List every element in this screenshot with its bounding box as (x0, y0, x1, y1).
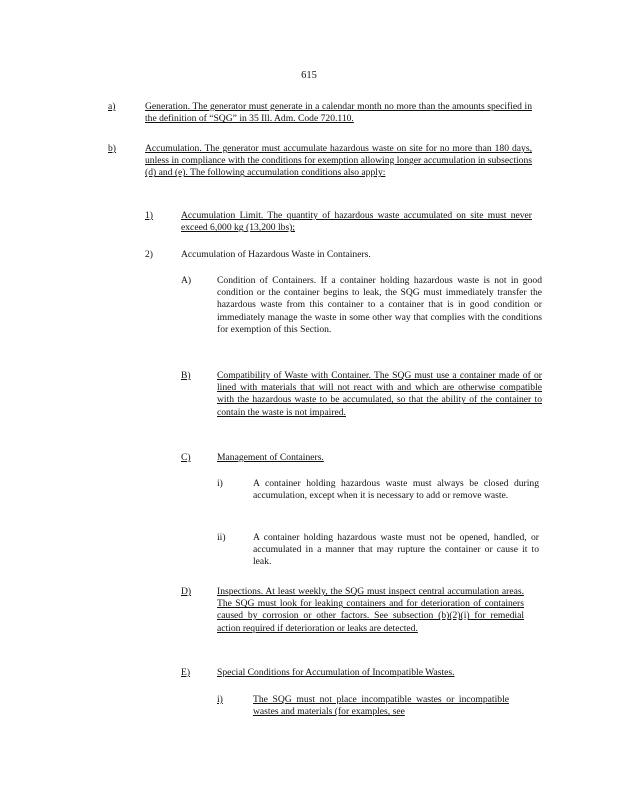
subsection-b1-text: Accumulation Limit. The quantity of hazardous waste accumulated on site must never exceed 6,000 kg (13,200 lbs); (181, 210, 532, 234)
subsection-b2Ei-label: i) (217, 694, 223, 705)
subsection-b2Ci (217, 478, 539, 502)
subsection-b2D-label: D) (181, 586, 192, 597)
subsection-a-text: Generation. The generator must generate in a calendar month no more than the amounts specified in the definition of “SQG” in 35 Ill. Adm. Code 720.110. (145, 101, 532, 125)
subsection-a-label: a) (108, 101, 116, 112)
subsection-b1-label: 1) (145, 210, 153, 221)
subsection-b2Ei-text: The SQG must not place incompatible wastes or incompatible wastes and materials (for examples, see (253, 694, 509, 718)
subsection-b2B-text: Compatibility of Waste with Container. The SQG must use a container made of or lined with materials that will not react with and which are otherwise compatible with the hazardous waste to be accumulated, so that the ability of the container to contain the waste is not impaired. (217, 370, 542, 418)
subsection-b2C (181, 452, 542, 464)
subsection-b2C-label: C) (181, 452, 191, 463)
subsection-b2Cii-text: A container holding hazardous waste must not be opened, handled, or accumulated in a manner that may rupture the container or cause it to leak. (253, 532, 539, 568)
subsection-b2E-label: E) (181, 667, 191, 678)
subsection-b2Cii-label: ii) (217, 532, 226, 543)
subsection-b2B-label: B) (181, 370, 191, 381)
subsection-b2A (181, 275, 542, 336)
subsection-b2E (181, 667, 524, 679)
subsection-b1 (145, 210, 532, 234)
subsection-b2-text: Accumulation of Hazardous Waste in Containers. (181, 249, 371, 260)
subsection-b2E-text: Special Conditions for Accumulation of Incompatible Wastes. (217, 667, 455, 678)
subsection-b2A-label: A) (181, 275, 192, 286)
subsection-b2D-text: Inspections. At least weekly, the SQG must inspect central accumulation areas. The SQG must look for leaking containers and for deterioration of containers caused by corrosion or other factors. See subsection (b)(2)(i) for remedial action required if deterioration or leaks are detected. (217, 586, 524, 634)
subsection-b2Ci-label: i) (217, 478, 223, 489)
subsection-b2A-text: Condition of Containers. If a container holding hazardous waste is not in good condition or the container begins to leak, the SQG must immediately transfer the hazardous waste from this container to a container that is in good condition or immediately manage the waste in some other way that complies with the conditions for exemption of this Section. (217, 275, 542, 335)
subsection-b-text: Accumulation. The generator must accumulate hazardous waste on site for no more than 180 days, unless in compliance with the conditions for exemption allowing longer accumulation in subsections (d) and (e). The following accumulation conditions also apply: (145, 143, 532, 179)
subsection-b2Cii (217, 532, 539, 569)
subsection-b2Ei (217, 694, 509, 718)
subsection-b2 (145, 249, 532, 261)
subsection-b2D (181, 586, 524, 635)
page-number: 615 (301, 70, 317, 81)
subsection-b2-label: 2) (145, 249, 153, 260)
subsection-b2Ci-text: A container holding hazardous waste must always be closed during accumulation, except when it is necessary to add or remove waste. (253, 478, 539, 502)
subsection-b-label: b) (108, 143, 116, 154)
subsection-b (108, 143, 532, 180)
subsection-b2C-text: Management of Containers. (217, 452, 324, 463)
subsection-a (108, 101, 532, 125)
subsection-b2B (181, 370, 542, 419)
